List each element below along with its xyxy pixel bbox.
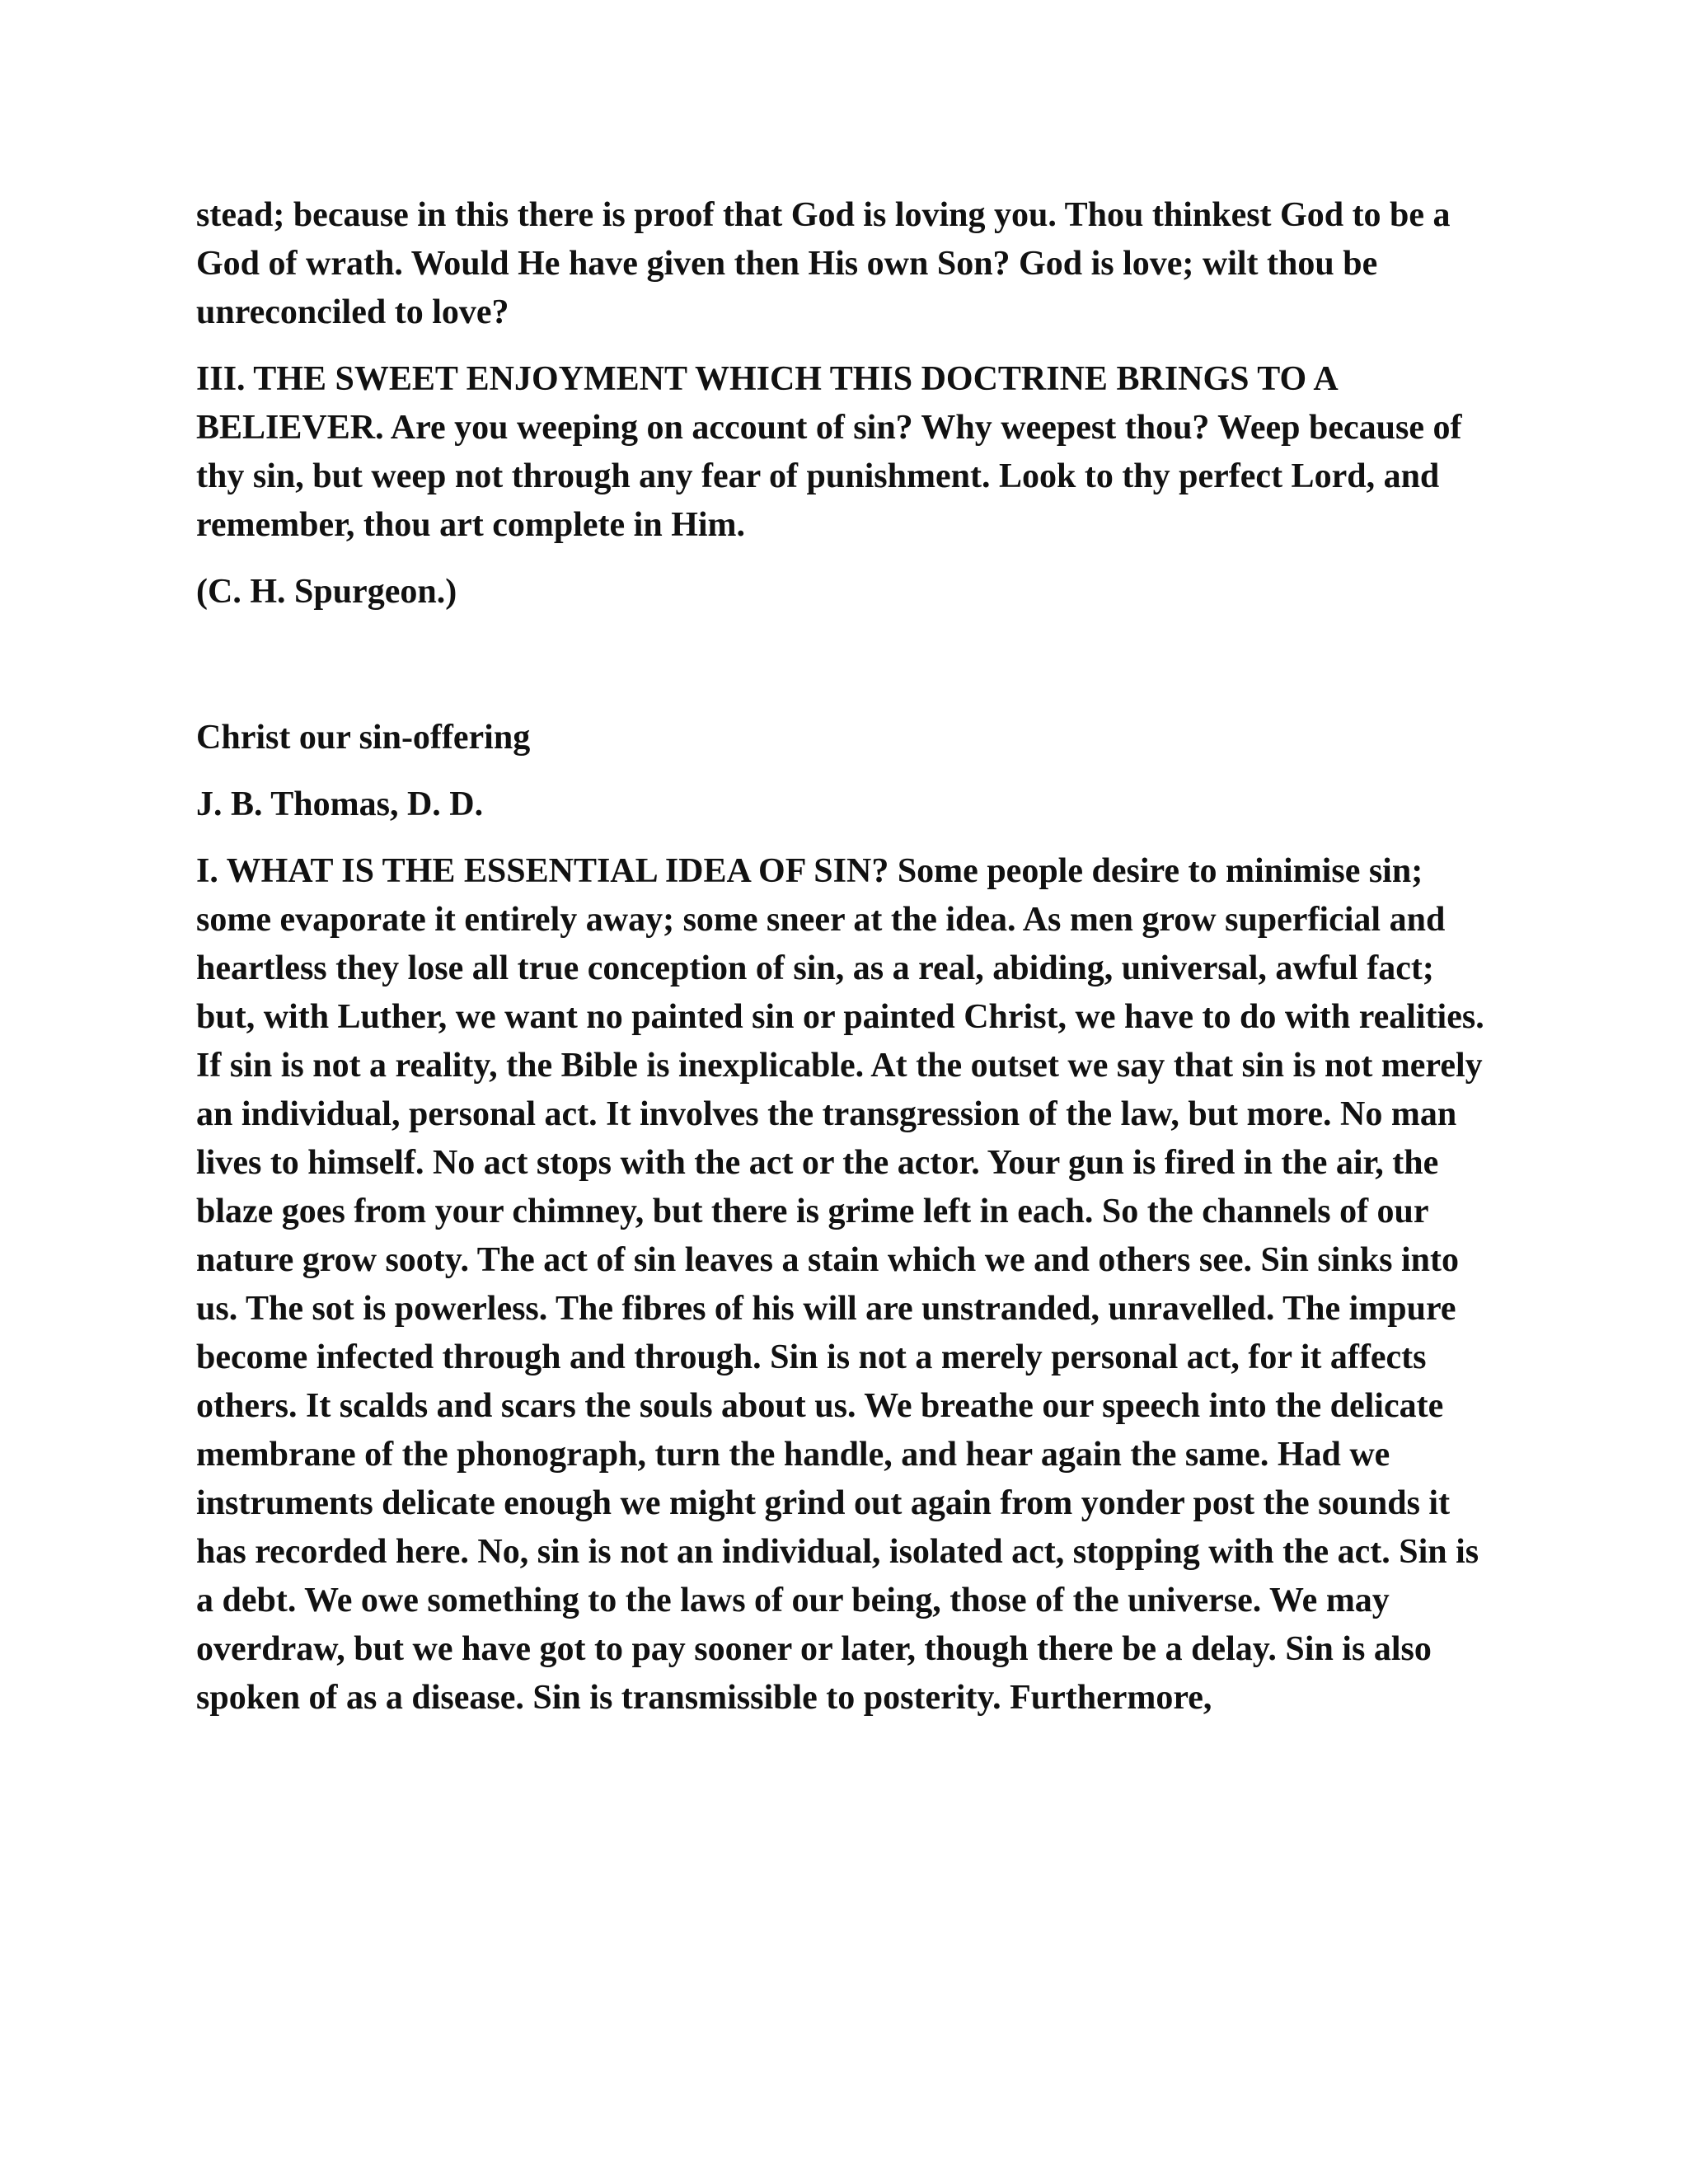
attribution: (C. H. Spurgeon.) (196, 573, 457, 611)
document-page (196, 191, 1498, 1722)
paragraph-essential-idea-of-sin: I. WHAT IS THE ESSENTIAL IDEA OF SIN? Some people desire to minimise sin; some evaporate it entirely away; some sneer at the idea. As men grow superficial and heartless they lose all true conception of sin, as a real, abiding, universal, awful fact; but, with Luther, we want no painted sin or painted Christ, we have to do with realities. If sin is not a reality, the Bible is inexplicable. At the outset we say that sin is not merely an individual, personal act. It involves the transgression of the law, but more. No man lives to himself. No act stops with the act or the actor. Your gun is fired in the air, the blaze goes from your chimney, but there is grime left in each. So the channels of our nature grow sooty. The act of sin leaves a stain which we and others see. Sin sinks into us. The sot is powerless. The fibres of his will are unstranded, unravelled. The impure become infected through and through. Sin is not a merely personal act, for it affects others. It scalds and scars the souls about us. We breathe our speech into the delicate membrane of the phonograph, turn the handle, and hear again the same. Had we instruments delicate enough we might grind out again from yonder post the sounds it has recorded here. No, sin is not an individual, isolated act, stopping with the act. Sin is a debt. We owe something to the laws of our being, those of the universe. We may overdraw, but we have got to pay sooner or later, though there be a delay. Sin is also spoken of as a disease. Sin is transmissible to posterity. Furthermore, (196, 852, 1484, 1717)
paragraph-love-of-god: stead; because in this there is proof that God is loving you. Thou thinkest God to be a God of wrath. Would He have given then His own Son? God is love; wilt thou be unreconciled to love? (196, 196, 1451, 331)
section-title: Christ our sin-offering (196, 719, 531, 757)
author: J. B. Thomas, D. D. (196, 785, 484, 823)
paragraph-sweet-enjoyment: III. THE SWEET ENJOYMENT WHICH THIS DOCTRINE BRINGS TO A BELIEVER. Are you weeping on account of sin? Why weepest thou? Weep because of thy sin, but weep not through any fear of punishment. Look to thy perfect Lord, and remember, thou art complete in Him. (196, 360, 1462, 544)
